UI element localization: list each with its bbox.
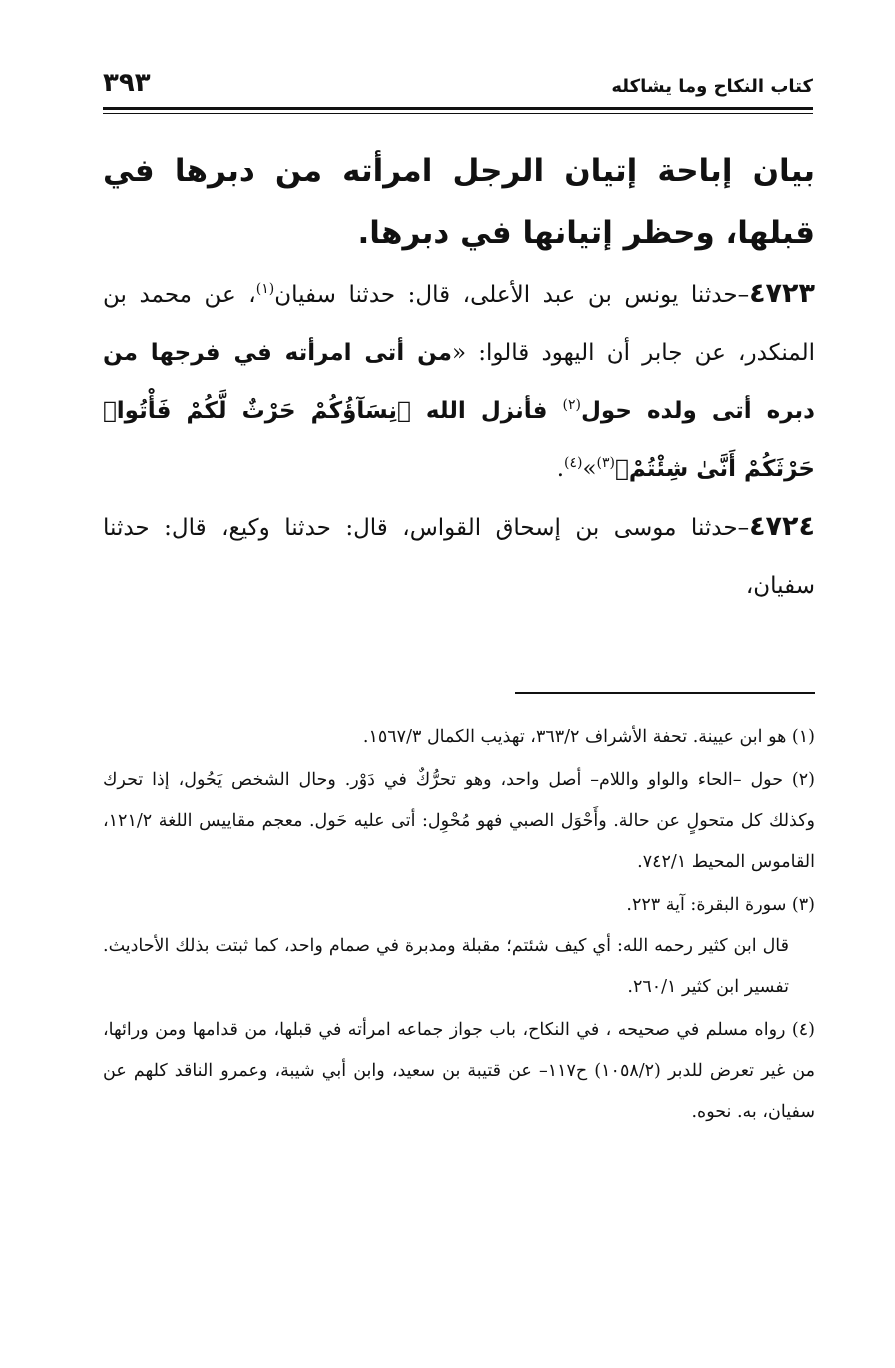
hadith-4723 — [103, 265, 815, 498]
hadith-text: ، عن محمد بن المنكدر، عن جابر أن اليهود قالوا: « — [103, 282, 815, 366]
footnote-ref: (٢) — [562, 397, 581, 413]
page-number: ٣٩٣ — [103, 68, 151, 98]
chapter-heading: بيان إباحة إتيان الرجل امرأته من دبرها في قبلها، وحظر إتيانها في دبرها. — [103, 153, 815, 251]
footnote-1: (١) هو ابن عيينة. تحفة الأشراف ٣٦٣/٢، تهذيب الكمال ١٥٦٧/٣. — [362, 727, 815, 747]
footnotes — [103, 717, 815, 1133]
footnote-3-commentary: قال ابن كثير رحمه الله: أي كيف شئتم؛ مقبلة ومدبرة في صمام واحد، كما ثبتت بذلك الأحاديث. تفسير ابن كثير ٢٦٠/١. — [103, 936, 789, 997]
quran-verse: ﴿نِسَآؤُكُمْ حَرْثٌ لَّكُمْ فَأْتُوا۟ حَرْثَكُمْ أَنَّىٰ شِئْتُمْ﴾ — [103, 398, 815, 482]
footnote-ref: (٤) — [564, 455, 583, 471]
hadith-text: حدثنا موسى بن إسحاق القواس، قال: حدثنا وكيع، قال: حدثنا سفيان، — [103, 515, 815, 599]
hadith-dash: – — [737, 282, 750, 308]
footnote-ref: (٣) — [596, 455, 616, 471]
footnote-2: (٢) حول –الحاء والواو واللام– أصل واحد، وهو تحرُّكٌ في دَوْر. وحال الشخص يَحُول، إذا تحرك وكذلك كل متحولٍ عن حالة. وأَحْوَل الصبي فهو مُحْوِل: أتى عليه حَول. معجم مقاييس اللغة ١٢١/٢، القاموس المحيط ٧٤٢/١. — [103, 770, 815, 872]
hadith-matn: فأنزل الله — [410, 398, 563, 424]
header-rule — [103, 107, 813, 114]
hadith-4724 — [103, 498, 815, 615]
hadith-number: ٤٧٢٤ — [749, 511, 815, 542]
running-header — [103, 68, 813, 108]
footnote-ref: (١) — [255, 281, 275, 297]
period: . — [556, 456, 564, 482]
footnote-separator — [515, 692, 815, 694]
hadith-number: ٤٧٢٣ — [749, 278, 815, 309]
header-title: كتاب النكاح وما يشاكله — [611, 76, 813, 97]
footnote-4: (٤) رواه مسلم في صحيحه ، في النكاح، باب جواز جماعه امرأته في قبلها، من قدامها ومن ورائها، من غير تعرض للدبر (١٠٥٨/٢) ح١١٧– عن قتيبة بن سعيد، وابن أبي شيبة، وعمرو الناقد كلهم عن سفيان، به. نحوه. — [103, 1020, 815, 1122]
hadith-body — [103, 265, 815, 615]
quote-mark: » — [582, 456, 597, 482]
hadith-dash: – — [737, 515, 750, 541]
footnote-3: (٣) سورة البقرة: آية ٢٢٣. — [626, 895, 815, 915]
hadith-matn: من أتى امرأته في فرجها من دبره أتى ولده حول — [103, 340, 815, 424]
hadith-text: حدثنا يونس بن عبد الأعلى، قال: حدثنا سفيان — [274, 282, 738, 308]
